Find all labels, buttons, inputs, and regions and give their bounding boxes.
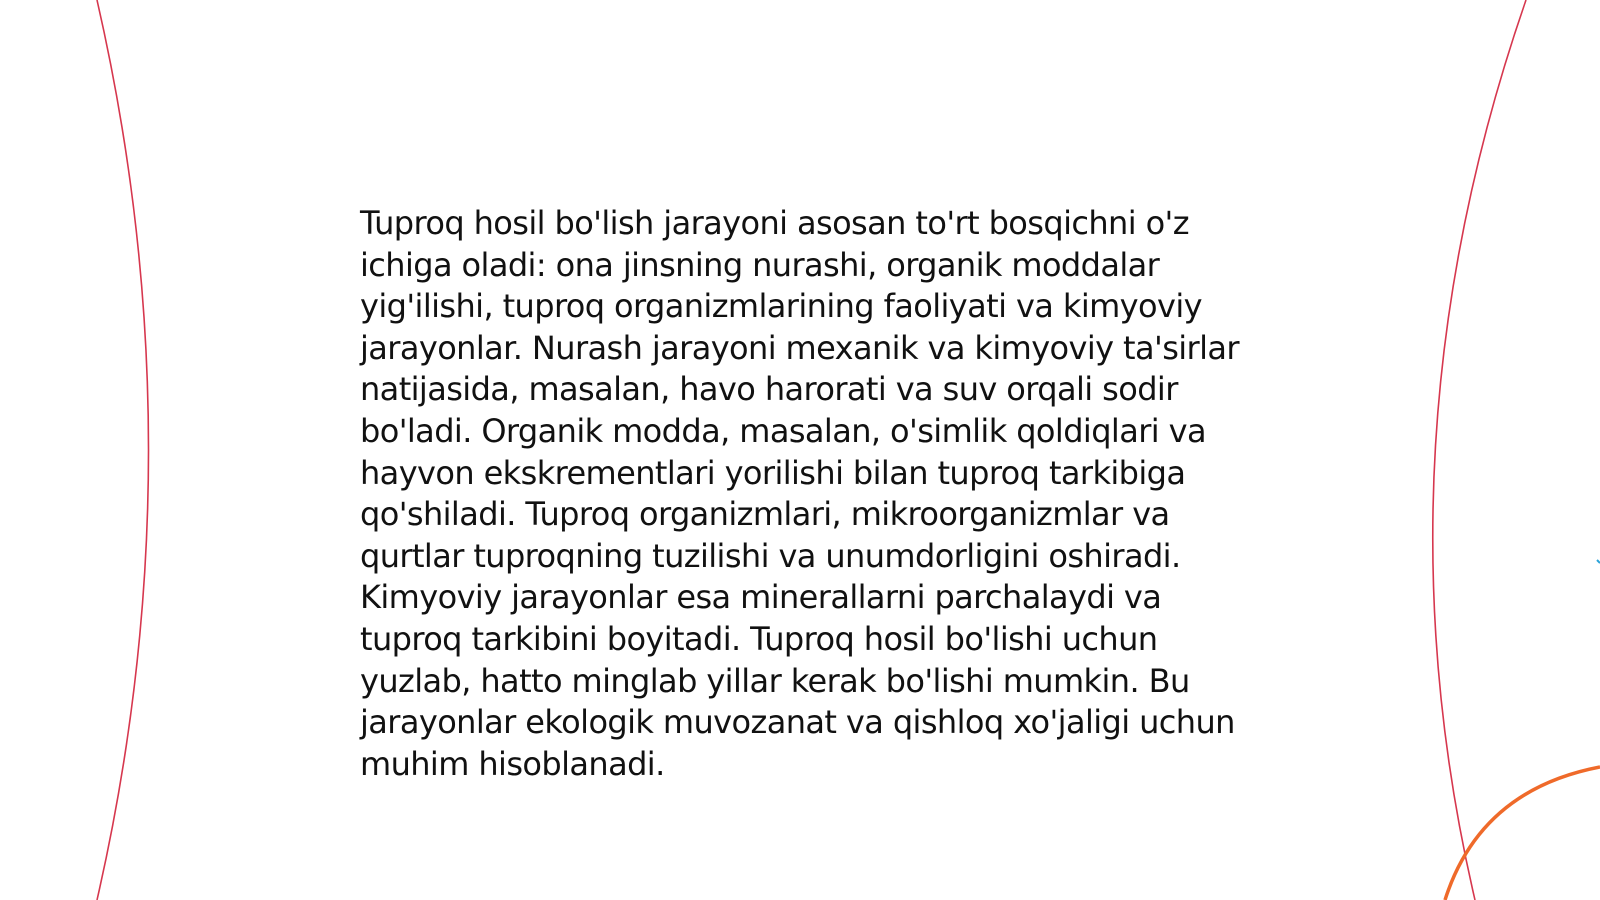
- left-red-curve: [97, 0, 149, 900]
- orange-arc: [1445, 767, 1600, 900]
- right-red-curve: [1433, 0, 1526, 900]
- body-paragraph: Tuproq hosil bo'lish jarayoni asosan to'rt bosqichni o'z ichiga oladi: ona jinsning nurashi, organik moddalar yig'ilishi, tuproq organizmlarining faoliyati va kimyoviy jarayonlar. Nurash jarayoni mexanik va kimyoviy ta'sirlar natijasida, masalan, havo harorati va suv orqali sodir bo'ladi. Organik modda, masalan, o'simlik qoldiqlari va hayvon ekskrementlari yorilishi bilan tuproq tarkibiga qo'shiladi. Tuproq organizmlari, mikroorganizmlar va qurtlar tuproqning tuzilishi va unumdorligini oshiradi. Kimyoviy jarayonlar esa minerallarni parchalaydi va tuproq tarkibini boyitadi. Tuproq hosil bo'lishi uchun yuzlab, hatto minglab yillar kerak bo'lishi mumkin. Bu jarayonlar ekologik muvozanat va qishloq xo'jaligi uchun muhim hisoblanadi.: [360, 204, 1239, 783]
